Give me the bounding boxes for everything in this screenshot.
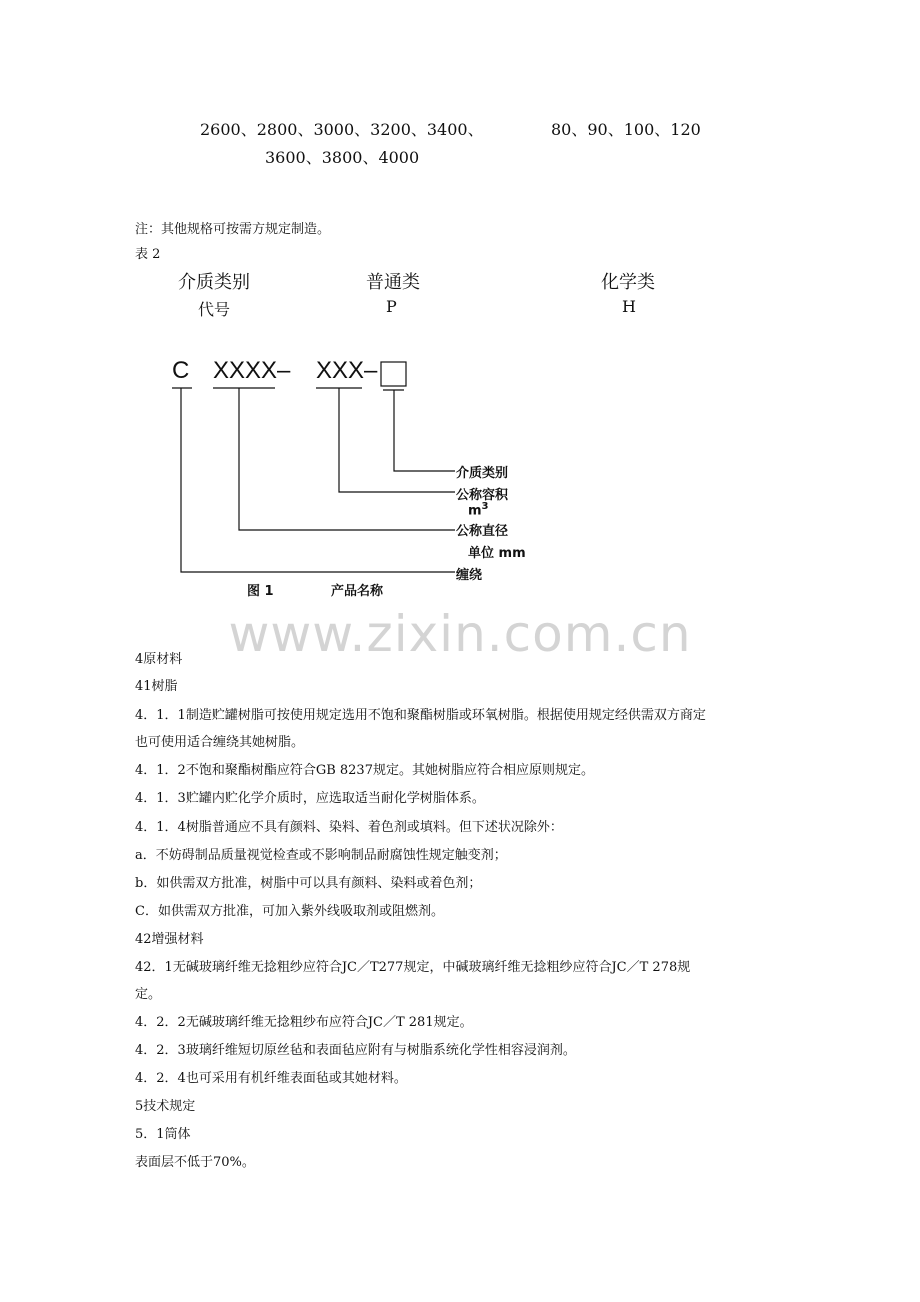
paragraph: 4．2．2无碱玻璃纤维无捻粗纱布应符合JC／T 281规定。	[135, 1015, 473, 1030]
spec-row1-right: 80、90、100、120	[551, 120, 701, 139]
label-medium: 介质类别	[456, 466, 509, 481]
table-caption: 表 2	[135, 247, 161, 262]
list-item: C．如供需双方批准，可加入紫外线吸取剂或阻燃剂。	[135, 904, 444, 919]
paragraph: 42．1无碱玻璃纤维无捻粗纱应符合JC／T277规定，中碱玻璃纤维无捻粗纱应符合JC／T 278规	[135, 960, 691, 975]
table-code-cell: 代号	[198, 300, 231, 319]
subsection-heading: 5．1筒体	[135, 1127, 191, 1142]
code-xxx: XXX–	[316, 357, 378, 384]
leader-volume	[339, 388, 455, 492]
subsection-heading: 41树脂	[135, 679, 178, 694]
figure-number: 图 1	[247, 584, 274, 599]
label-volume-unit	[468, 501, 489, 518]
figure-title: 产品名称	[331, 584, 384, 599]
label-diameter-unit: 单位 mm	[468, 546, 526, 561]
paragraph: 4．2．3玻璃纤维短切原丝毡和表面毡应附有与树脂系统化学性相容浸润剂。	[135, 1043, 576, 1058]
leader-winding	[181, 388, 455, 572]
table-code-cell: P	[386, 297, 397, 316]
paragraph: 4．1．4树脂普通应不具有颜料、染料、着色剂或填料。但下述状况除外：	[135, 820, 563, 835]
medium-box	[381, 362, 406, 386]
section-heading: 5技术规定	[135, 1099, 196, 1114]
paragraph: 4．1．2不饱和聚酯树酯应符合GB 8237规定。其她树脂应符合相应原则规定。	[135, 763, 594, 778]
paragraph: 4．1．1制造贮罐树脂可按使用规定选用不饱和聚酯树脂或环氧树脂。根据使用规定经供需双方商定	[135, 708, 706, 723]
paragraph: 4．2．4也可采用有机纤维表面毡或其她材料。	[135, 1071, 407, 1086]
volume-unit-m: m	[468, 503, 482, 519]
note-text: 注：其他规格可按需方规定制造。	[135, 222, 331, 237]
watermark: www.zixin.com.cn	[228, 605, 692, 663]
spec-row2-left: 3600、3800、4000	[265, 148, 420, 167]
paragraph: 也可使用适合缠绕其她树脂。	[135, 735, 305, 750]
label-diameter: 公称直径	[456, 524, 509, 539]
label-volume: 公称容积	[456, 488, 509, 503]
volume-unit-exponent: 3	[481, 501, 489, 512]
list-item: a．不妨碍制品质量视觉检查或不影响制品耐腐蚀性规定触变剂；	[135, 848, 507, 863]
table-header-cell: 介质类别	[178, 272, 250, 293]
spec-row1-left: 2600、2800、3000、3200、3400、	[200, 120, 484, 139]
table-header-cell: 普通类	[366, 272, 420, 293]
paragraph: 表面层不低于70%。	[135, 1155, 255, 1170]
list-item: b．如供需双方批准，树脂中可以具有颜料、染料或着色剂；	[135, 876, 482, 891]
paragraph: 定。	[135, 987, 162, 1002]
code-xxxx: XXXX–	[213, 357, 291, 384]
leader-diameter	[239, 388, 455, 530]
subsection-heading: 42增强材料	[135, 932, 204, 947]
label-winding: 缠绕	[456, 568, 483, 583]
table-header-cell: 化学类	[601, 272, 655, 293]
paragraph: 4．1．3贮罐内贮化学介质时，应选取适当耐化学树脂体系。	[135, 791, 485, 806]
section-heading: 4原材料	[135, 652, 183, 667]
leader-medium	[394, 390, 455, 471]
table-code-cell: H	[622, 297, 636, 316]
code-c: C	[172, 357, 190, 384]
